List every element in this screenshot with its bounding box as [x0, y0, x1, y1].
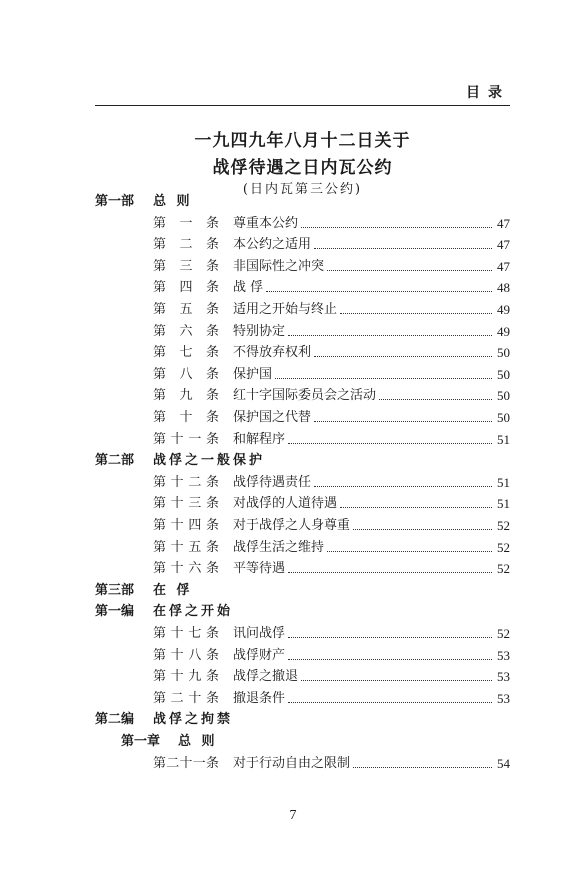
toc-entry-title: 撤退条件: [233, 690, 286, 706]
toc-entry-number: 第二十条: [153, 690, 219, 706]
toc-dot-leader: [301, 680, 492, 681]
toc-article-entry[interactable]: [95, 667, 510, 687]
toc-page-number: 52: [497, 561, 510, 577]
toc-entry-number: 第十六条: [153, 561, 219, 577]
toc-entry-title: 红十字国际委员会之活动: [233, 388, 377, 404]
toc-article-entry[interactable]: [95, 473, 510, 493]
toc-entry-title: 对于战俘之人身尊重: [233, 518, 351, 533]
toc-page-number: 47: [497, 215, 510, 231]
toc-page-number: 49: [497, 302, 510, 317]
toc-article-entry[interactable]: [95, 559, 510, 579]
toc-article-entry[interactable]: [95, 408, 510, 428]
toc-entry-title: 保护国之代替: [233, 410, 312, 425]
toc-entry-number: 第二编: [95, 712, 135, 728]
toc-entry-number: 第三部: [95, 582, 135, 598]
toc-article-entry[interactable]: [95, 257, 510, 277]
toc-chapter-heading: [95, 732, 510, 752]
document-subtitle: (日内瓦第三公约): [242, 182, 363, 197]
toc-page-number: 50: [497, 388, 510, 404]
toc-page-number: 51: [497, 431, 510, 447]
toc-entry-title: 战俘待遇责任: [233, 474, 312, 490]
toc-dot-leader: [314, 486, 492, 487]
toc-dot-leader: [288, 335, 492, 336]
toc-page-number: 53: [497, 647, 510, 663]
toc-entry-number: 第二部: [95, 453, 135, 469]
toc-entry-body: [233, 559, 510, 579]
toc-page-number: 50: [497, 410, 510, 425]
toc-page-number: 51: [497, 474, 510, 490]
toc-entry-number: 第十七条: [153, 626, 219, 641]
toc-entry-body: [233, 430, 510, 450]
toc-article-entry[interactable]: [95, 214, 510, 234]
document-title-line1: 一九四九年八月十二日关于: [194, 131, 411, 151]
toc-article-entry[interactable]: [95, 365, 510, 385]
toc-entry-number: 第六条: [153, 323, 219, 339]
toc-entry-number: 第十九条: [153, 669, 219, 685]
toc-entry-number: 第三条: [153, 258, 219, 274]
toc-entry-title: 对于行动自由之限制: [233, 755, 351, 771]
toc-page-number: 51: [497, 496, 510, 512]
toc-article-entry[interactable]: [95, 430, 510, 450]
toc-entry-body: [233, 408, 510, 428]
toc-dot-leader: [288, 659, 492, 660]
toc-article-entry[interactable]: [95, 386, 510, 406]
toc-entry-number: 第十八条: [153, 647, 219, 663]
toc-entry-body: [233, 365, 510, 385]
toc-dot-leader: [314, 248, 492, 249]
toc-entry-body: [233, 689, 510, 709]
toc-entry-number: 第十三条: [153, 496, 219, 512]
toc-page-number: 54: [497, 755, 510, 771]
toc-dot-leader: [353, 767, 492, 768]
toc-dot-leader: [288, 572, 492, 573]
toc-dot-leader: [288, 443, 492, 444]
toc-entry-body: [233, 494, 510, 514]
toc-heading-title: 总 则: [178, 734, 218, 749]
toc-entry-body: [233, 538, 510, 558]
toc-page-number: 49: [497, 323, 510, 339]
toc-article-entry[interactable]: [95, 754, 510, 774]
toc-entry-body: [233, 322, 510, 342]
toc-article-entry[interactable]: [95, 278, 510, 298]
toc-entry-title: 战俘财产: [233, 647, 286, 663]
toc-entry-body: [233, 214, 510, 234]
toc-entry-number: 第十四条: [153, 518, 219, 533]
toc-dot-leader: [327, 551, 492, 552]
toc-entry-title: 本公约之适用: [233, 237, 312, 253]
toc-entry-number: 第十一条: [153, 431, 219, 447]
toc-page-number: 52: [497, 518, 510, 533]
toc-entry-number: 第二十一条: [153, 755, 219, 771]
toc-entry-body: [233, 343, 510, 363]
toc-article-entry[interactable]: [95, 624, 510, 644]
toc-entry-title: 战俘生活之维持: [233, 539, 325, 555]
toc-article-entry[interactable]: [95, 538, 510, 558]
toc-entry-number: 第五条: [153, 302, 219, 317]
toc-entry-body: [233, 516, 510, 536]
toc-page-number: 47: [497, 237, 510, 253]
toc-heading-title: 战俘之一般保护: [153, 453, 266, 469]
toc-dot-leader: [314, 421, 492, 422]
toc-dot-leader: [340, 313, 492, 314]
toc-entry-number: 第八条: [153, 366, 219, 382]
toc-entry-body: [233, 257, 510, 277]
header-divider: [95, 105, 510, 106]
document-title-line2: 战俘待遇之日内瓦公约: [212, 158, 393, 178]
toc-entry-body: [233, 386, 510, 406]
toc-heading-title: 总 则: [153, 194, 193, 209]
toc-part-heading: [95, 451, 510, 471]
toc-page-number: 53: [497, 669, 510, 685]
toc-article-entry[interactable]: [95, 494, 510, 514]
toc-page-number: 52: [497, 539, 510, 555]
toc-article-entry[interactable]: [95, 516, 510, 536]
toc-dot-leader: [266, 291, 492, 292]
toc-dot-leader: [314, 356, 492, 357]
toc-entry-number: 第九条: [153, 388, 219, 404]
toc-dot-leader: [288, 637, 492, 638]
toc-dot-leader: [353, 529, 492, 530]
toc-dot-leader: [340, 507, 492, 508]
toc-heading-title: 战俘之拘禁: [153, 712, 234, 728]
toc-part-heading: [95, 581, 510, 601]
toc-entry-body: [233, 646, 510, 666]
toc-dot-leader: [275, 378, 492, 379]
toc-entry-number: 第一章: [121, 734, 161, 749]
toc-article-entry[interactable]: [95, 343, 510, 363]
toc-dot-leader: [288, 702, 492, 703]
toc-entry-number: 第十条: [153, 410, 219, 425]
toc-article-entry[interactable]: [95, 322, 510, 342]
toc-entry-title: 平等待遇: [233, 561, 286, 577]
toc-article-entry[interactable]: [95, 235, 510, 255]
toc-entry-title: 战 俘: [233, 280, 264, 296]
toc-entry-number: 第一部: [95, 194, 135, 209]
toc-entry-number: 第一条: [153, 215, 219, 231]
toc-entry-title: 对战俘的人道待遇: [233, 496, 338, 512]
toc-entry-body: [233, 667, 510, 687]
toc-entry-body: [233, 754, 510, 774]
toc-entry-number: 第二条: [153, 237, 219, 253]
page-number: 7: [289, 808, 297, 823]
toc-entry-title: 适用之开始与终止: [233, 302, 338, 317]
toc-entry-body: [233, 473, 510, 493]
toc-entry-title: 不得放弃权利: [233, 345, 312, 361]
toc-page-number: 50: [497, 366, 510, 382]
toc-article-entry[interactable]: [95, 689, 510, 709]
toc-heading-title: 在 俘: [153, 582, 193, 598]
toc-entry-title: 特别协定: [233, 323, 286, 339]
toc-entry-body: [233, 300, 510, 320]
toc-article-entry[interactable]: [95, 646, 510, 666]
toc-entry-number: 第十五条: [153, 539, 219, 555]
toc-entry-title: 和解程序: [233, 431, 286, 447]
toc-entry-number: 第十二条: [153, 474, 219, 490]
toc-entry-body: [233, 624, 510, 644]
toc-entry-title: 保护国: [233, 366, 273, 382]
toc-part-heading: [95, 602, 510, 622]
toc-entry-title: 战俘之撤退: [233, 669, 299, 685]
running-header: 目录: [466, 85, 510, 101]
toc-article-entry[interactable]: [95, 300, 510, 320]
toc-part-heading: [95, 710, 510, 730]
toc-dot-leader: [379, 399, 492, 400]
toc-page-number: 53: [497, 690, 510, 706]
toc-dot-leader: [327, 270, 492, 271]
toc-entry-title: 尊重本公约: [233, 215, 299, 231]
toc-entry-body: [233, 235, 510, 255]
toc-entry-number: 第一编: [95, 604, 135, 620]
toc-entry-body: [233, 278, 510, 298]
toc-page-number: 50: [497, 345, 510, 361]
toc-entry-title: 讯问战俘: [233, 626, 286, 641]
toc-entry-title: 非国际性之冲突: [233, 258, 325, 274]
toc-page-number: 47: [497, 258, 510, 274]
toc-page-number: 52: [497, 626, 510, 641]
toc-heading-title: 在俘之开始: [153, 604, 234, 620]
toc-entry-number: 第四条: [153, 280, 219, 296]
toc-part-heading: [95, 192, 510, 212]
toc-entry-number: 第七条: [153, 345, 219, 361]
toc-dot-leader: [301, 227, 492, 228]
toc-page-number: 48: [497, 280, 510, 296]
